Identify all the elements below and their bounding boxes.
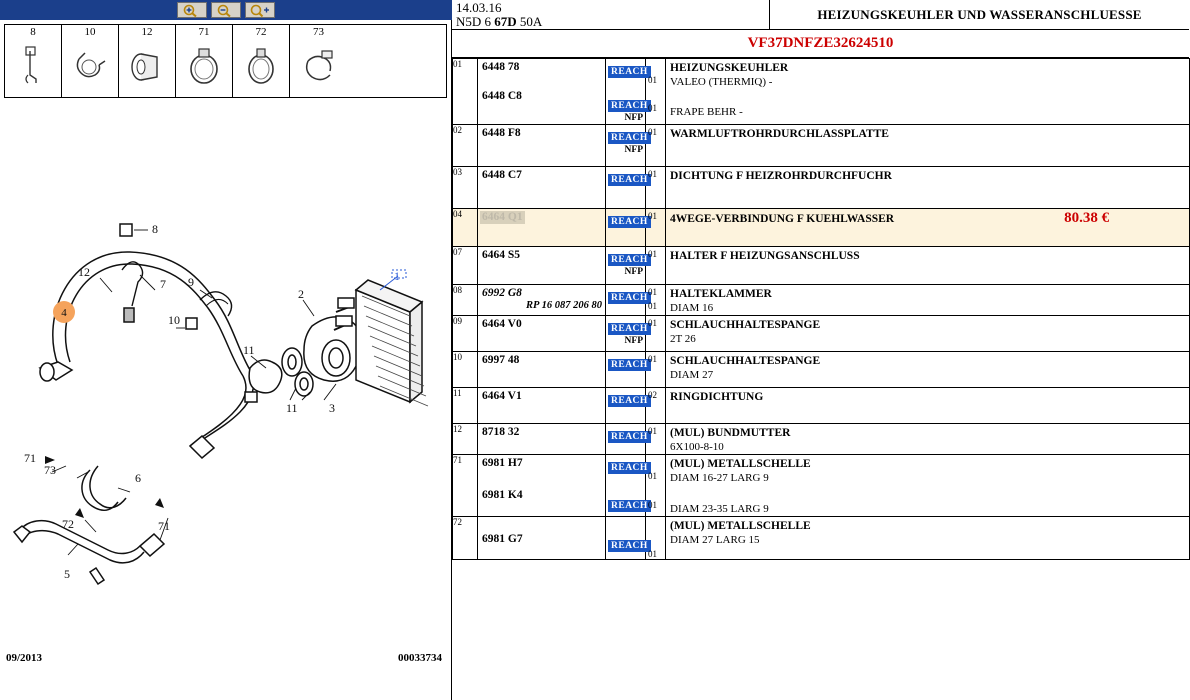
part-reference[interactable]: 6981 K4 [482, 489, 523, 501]
row-index: 12 [453, 424, 478, 455]
row-quantities [646, 517, 666, 560]
row-description [666, 388, 1190, 424]
quantity: 01 [648, 127, 657, 137]
thumbnail-label: 73 [313, 26, 324, 38]
thumbnail-label: 71 [198, 26, 210, 38]
part-reference[interactable]: 6464 S5 [482, 249, 521, 261]
table-row-selected[interactable] [453, 209, 1190, 247]
row-index: 03 [453, 167, 478, 209]
reach-badge: REACH [608, 540, 651, 552]
svg-text:2: 2 [298, 287, 304, 301]
description-sub: FRAPE BEHR - [670, 106, 743, 118]
thumbnail-71[interactable] [176, 25, 233, 97]
row-reach-badges [606, 352, 646, 388]
row-references [478, 209, 606, 247]
svg-text:3: 3 [329, 401, 335, 415]
reach-badge: REACH [608, 254, 651, 266]
description-main: HALTEKLAMMER [670, 288, 772, 300]
description-main: HALTER F HEIZUNGSANSCHLUSS [670, 250, 860, 262]
svg-text:71: 71 [158, 519, 170, 533]
svg-text:6: 6 [135, 471, 141, 485]
row-index: 09 [453, 316, 478, 352]
quantity: 01 [648, 301, 657, 311]
row-reach-badges [606, 59, 646, 125]
description-main [666, 209, 1189, 226]
thumbnail-12[interactable] [119, 25, 176, 97]
thumbnail-73[interactable] [290, 25, 347, 97]
row-description [666, 352, 1190, 388]
svg-text:10: 10 [168, 313, 180, 327]
table-row[interactable] [453, 455, 1190, 517]
parts-header [452, 0, 1189, 30]
description-main: (MUL) METALLSCHELLE [670, 520, 811, 532]
row-reach-badges [606, 424, 646, 455]
nfp-label: NFP [624, 336, 643, 346]
row-reach-badges [606, 388, 646, 424]
part-reference[interactable]: 6448 78 [482, 61, 520, 73]
svg-text:1: 1 [394, 269, 400, 283]
illustration-pane [0, 0, 452, 700]
reach-badge: REACH [608, 500, 651, 512]
row-index: 72 [453, 517, 478, 560]
svg-text:11: 11 [243, 343, 255, 357]
parts-table [452, 58, 1190, 560]
reach-badge: REACH [608, 323, 651, 335]
thumbnail-72[interactable] [233, 25, 290, 97]
row-references [478, 455, 606, 517]
quantity: 01 [648, 211, 657, 221]
description-sub: DIAM 16-27 LARG 9 [670, 472, 769, 484]
description-sub: DIAM 27 LARG 15 [670, 534, 760, 546]
thumbnail-label: 8 [30, 26, 36, 38]
row-reach-badges [606, 316, 646, 352]
header-codes [452, 0, 770, 29]
table-row[interactable] [453, 167, 1190, 209]
quantity: 01 [648, 287, 657, 297]
reach-badge: REACH [608, 292, 651, 304]
row-reach-badges [606, 455, 646, 517]
description-text: 4WEGE-VERBINDUNG F KUEHLWASSER [670, 213, 895, 225]
row-reach-badges [606, 517, 646, 560]
row-description [666, 125, 1190, 167]
clip-part-icon [18, 45, 48, 89]
zoom-fit-icon[interactable] [245, 2, 275, 18]
description-sub: 2T 26 [670, 333, 696, 345]
row-references [478, 352, 606, 388]
part-reference[interactable]: 8718 32 [482, 426, 520, 438]
quantity: 01 [648, 426, 657, 436]
table-row[interactable] [453, 424, 1190, 455]
row-description [666, 59, 1190, 125]
quantity: 02 [648, 390, 657, 400]
row-index: 71 [453, 455, 478, 517]
row-references [478, 125, 606, 167]
row-references [478, 167, 606, 209]
reach-badge: REACH [608, 359, 651, 371]
description-main: WARMLUFTROHRDURCHLASSPLATTE [670, 128, 889, 140]
thumbnail-label: 10 [84, 26, 96, 38]
row-index: 04 [453, 209, 478, 247]
part-reference[interactable]: 6448 C8 [482, 90, 522, 102]
part-reference[interactable]: 6997 48 [482, 354, 520, 366]
technical-drawing [0, 100, 452, 660]
part-reference[interactable]: 6464 V0 [482, 318, 522, 330]
quantity: 01 [648, 318, 657, 328]
svg-text:8: 8 [152, 222, 158, 236]
parts-list-pane [452, 0, 1189, 700]
table-row[interactable] [453, 285, 1190, 316]
description-sub: DIAM 16 [670, 302, 714, 314]
part-reference[interactable]: 6448 C7 [482, 169, 522, 181]
svg-text:4: 4 [61, 307, 67, 319]
description-main: DICHTUNG F HEIZROHRDURCHFUCHR [670, 170, 892, 182]
row-quantities [646, 59, 666, 125]
reach-badge: REACH [608, 132, 651, 144]
quantity: 01 [648, 103, 657, 113]
row-description [666, 316, 1190, 352]
svg-text:9: 9 [188, 275, 194, 289]
quantity: 01 [648, 354, 657, 364]
reach-badge: REACH [608, 431, 651, 443]
row-reach-badges [606, 125, 646, 167]
table-row[interactable] [453, 125, 1190, 167]
hose-clamp-icon [300, 45, 338, 89]
svg-text:7: 7 [160, 277, 166, 291]
row-references [478, 247, 606, 285]
row-description [666, 455, 1190, 517]
row-description [666, 209, 1190, 247]
row-index: 11 [453, 388, 478, 424]
nfp-label: NFP [624, 267, 643, 277]
svg-text:5: 5 [64, 567, 70, 581]
vin-number: VF37DNFZE32624510 [747, 35, 894, 51]
row-reach-badges [606, 247, 646, 285]
table-row[interactable] [453, 388, 1190, 424]
quantity: 01 [648, 169, 657, 179]
row-quantities [646, 167, 666, 209]
row-description [666, 517, 1190, 560]
description-sub: 6X100-8-10 [670, 441, 724, 453]
table-row[interactable] [453, 352, 1190, 388]
thumbnail-strip [4, 24, 447, 98]
thumbnail-label: 12 [141, 26, 153, 38]
spring-clamp-icon [73, 45, 107, 89]
vin-bar [452, 30, 1189, 58]
row-index: 01 [453, 59, 478, 125]
description-sub: DIAM 27 [670, 369, 714, 381]
description-sub: VALEO (THERMIQ) - [670, 76, 773, 88]
thumbnail-label: 72 [255, 26, 267, 38]
row-quantities [646, 125, 666, 167]
replacement-reference: RP 16 087 206 80 [525, 300, 602, 311]
description-sub: DIAM 23-35 LARG 9 [670, 503, 769, 515]
row-index: 07 [453, 247, 478, 285]
nut-icon [127, 45, 167, 89]
nfp-label: NFP [624, 145, 643, 155]
reach-badge: REACH [608, 174, 651, 186]
svg-text:72: 72 [62, 517, 74, 531]
metal-clamp-icon [185, 45, 223, 89]
drawing-plate-number: 00033734 [398, 652, 442, 664]
quantity: 01 [648, 549, 657, 559]
drawing-date-code: 09/2013 [6, 652, 43, 664]
row-references [478, 316, 606, 352]
row-reach-badges [606, 285, 646, 316]
part-reference[interactable]: 6448 F8 [482, 127, 521, 139]
reach-badge: REACH [608, 216, 651, 228]
row-description [666, 167, 1190, 209]
row-index: 02 [453, 125, 478, 167]
reach-badge: REACH [608, 462, 651, 474]
row-references [478, 59, 606, 125]
svg-text:12: 12 [78, 265, 90, 279]
zoom-in-icon[interactable] [177, 2, 207, 18]
header-date: 14.03.16 [456, 0, 502, 15]
row-reach-badges [606, 167, 646, 209]
reach-badge: REACH [608, 395, 651, 407]
quantity: 01 [648, 500, 657, 510]
thumbnail-10[interactable] [62, 25, 119, 97]
page-title: HEIZUNGSKEUHLER UND WASSERANSCHLUESSE [817, 6, 1142, 22]
price-value: 80.38 € [1064, 210, 1110, 226]
table-row[interactable] [453, 316, 1190, 352]
row-index: 10 [453, 352, 478, 388]
row-description [666, 247, 1190, 285]
row-description [666, 285, 1190, 316]
row-references [478, 388, 606, 424]
description-main: (MUL) BUNDMUTTER [670, 427, 791, 439]
header-code: N5D 6 67D 50A [456, 13, 543, 29]
description-main: HEIZUNGSKEUHLER [670, 62, 789, 74]
part-reference[interactable]: 6981 G7 [482, 533, 523, 545]
quantity: 01 [648, 75, 657, 85]
description-main: SCHLAUCHHALTESPANGE [670, 319, 821, 331]
reach-badge: REACH [608, 100, 651, 112]
zoom-toolbar [0, 0, 452, 20]
nfp-label: NFP [624, 113, 643, 123]
thumbnail-8[interactable] [5, 25, 62, 97]
metal-clamp-icon [242, 45, 280, 89]
zoom-out-icon[interactable] [211, 2, 241, 18]
quantity: 01 [648, 471, 657, 481]
part-reference[interactable]: 6464 V1 [482, 390, 522, 402]
part-reference[interactable]: 6464 Q1 [482, 211, 523, 223]
row-description [666, 424, 1190, 455]
svg-text:71: 71 [24, 451, 36, 465]
description-main: RINGDICHTUNG [670, 391, 764, 403]
row-reach-badges [606, 209, 646, 247]
quantity: 01 [648, 249, 657, 259]
row-index: 08 [453, 285, 478, 316]
svg-text:73: 73 [44, 463, 56, 477]
part-reference[interactable]: 6981 H7 [482, 457, 523, 469]
table-row[interactable] [453, 517, 1190, 560]
row-references [478, 424, 606, 455]
row-references [478, 517, 606, 560]
description-main: SCHLAUCHHALTESPANGE [670, 355, 821, 367]
svg-text:11: 11 [286, 401, 298, 415]
reach-badge: REACH [608, 66, 651, 78]
part-reference[interactable]: 6992 G8 [482, 287, 522, 299]
table-row[interactable] [453, 59, 1190, 125]
table-row[interactable] [453, 247, 1190, 285]
description-main: (MUL) METALLSCHELLE [670, 458, 811, 470]
row-references [478, 285, 606, 316]
